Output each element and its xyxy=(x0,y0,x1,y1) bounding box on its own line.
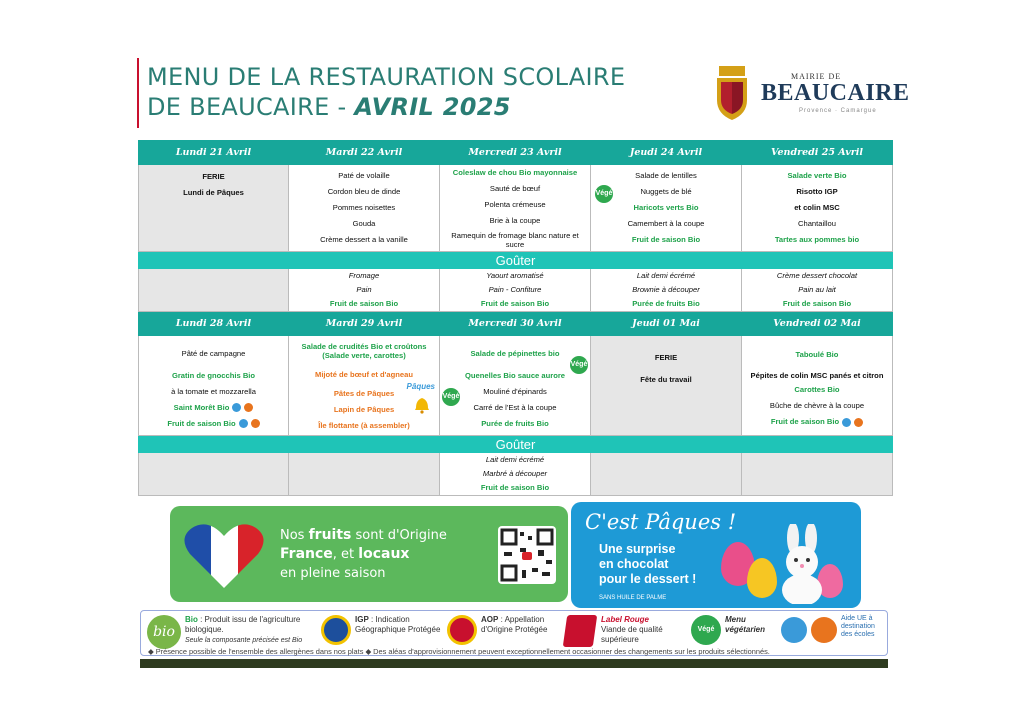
legend-bio-note: Seule la composante précisée est Bio xyxy=(185,637,303,644)
rabbit-icon xyxy=(771,524,835,604)
menu-item: et colin MSC xyxy=(794,203,840,212)
week2-gouter-header xyxy=(139,436,893,453)
bio-logo-icon: bio xyxy=(147,615,181,649)
menu-item: Taboulé Bio xyxy=(795,350,839,359)
legend-aop-text: : Appellation d'Origine Protégée xyxy=(481,615,548,634)
menu-item: Pâtes de Pâques xyxy=(333,388,395,398)
day-header: Mercredi 23 Avril xyxy=(440,141,591,165)
eu-aid-logo-icon xyxy=(811,617,837,643)
menu-item: Carottes Bio xyxy=(794,385,840,394)
vegetarian-logo-icon: Végé xyxy=(691,615,721,645)
title-month: AVRIL 2025 xyxy=(354,93,511,121)
gouter-item: Crème dessert chocolat xyxy=(776,271,858,280)
menu-item: Risotto IGP xyxy=(796,187,838,196)
title-accent-bar xyxy=(137,58,139,128)
menu-item: Tartes aux pommes bio xyxy=(774,235,860,244)
easter-line-3: pour le dessert ! xyxy=(599,572,697,586)
aop-logo-icon xyxy=(447,615,477,645)
day-header: Mercredi 30 Avril xyxy=(440,312,591,336)
title-line-1: MENU DE LA RESTAURATION SCOLAIRE xyxy=(147,63,626,91)
paques-tag: Pâques xyxy=(406,382,435,391)
menu-item: Lapin de Pâques xyxy=(333,404,395,414)
menu-item: Haricots verts Bio xyxy=(633,203,699,212)
legend-igp xyxy=(355,615,445,635)
logo-mairie: MAIRIE DE xyxy=(791,72,842,81)
menu-item: Paté de volaille xyxy=(338,171,390,180)
gouter-item: Fruit de saison Bio xyxy=(782,299,852,308)
vegetarian-icon: Végé xyxy=(442,388,460,406)
week1-day-header xyxy=(139,141,893,165)
gouter-cell xyxy=(139,453,289,496)
label-rouge-icon xyxy=(563,615,597,647)
menu-item: FERIE xyxy=(654,353,678,362)
allergen-icon xyxy=(842,418,851,427)
menu-item: Gratin de gnocchis Bio xyxy=(171,370,256,380)
town-logo xyxy=(713,64,910,124)
menu-item: Pâté de campagne xyxy=(181,348,246,358)
day-header: Mardi 29 Avril xyxy=(289,312,440,336)
bg-text-1a: Nos xyxy=(280,528,309,543)
menu-item: Purée de fruits Bio xyxy=(481,418,549,428)
day-header: Vendredi 25 Avril xyxy=(742,141,893,165)
menu-item: Fruit de saison Bio xyxy=(631,235,701,244)
menu-item xyxy=(744,414,890,430)
day-header: Vendredi 02 Mai xyxy=(742,312,893,336)
gouter-item: Fruit de saison Bio xyxy=(480,299,550,308)
gouter-item: Pain - Confiture xyxy=(488,285,542,294)
gouter-item: Purée de fruits Bio xyxy=(632,299,700,308)
legend-vegetarian xyxy=(725,615,781,635)
week1-lunch-row xyxy=(139,165,893,252)
gouter-cell xyxy=(139,269,289,312)
gouter-item: Lait demi écrémé xyxy=(485,455,545,464)
menu-item: Crème dessert a la vanille xyxy=(320,235,408,244)
gouter-cell xyxy=(591,453,742,496)
gouter-cell xyxy=(591,269,742,312)
easter-title: C'est Pâques ! xyxy=(585,510,737,534)
lunch-cell xyxy=(591,165,742,252)
menu-table xyxy=(138,140,893,496)
gouter-item: Brownie à découper xyxy=(632,285,700,294)
gouter-item: Lait demi écrémé xyxy=(636,271,696,280)
menu-item: Carré de l'Est à la coupe xyxy=(473,402,557,412)
bg-text-1b: fruits xyxy=(308,527,352,543)
logo-town: BEAUCAIRE xyxy=(761,80,910,106)
week2-day-header xyxy=(139,312,893,336)
easter-text xyxy=(599,542,696,587)
menu-item: Chantaillou xyxy=(798,219,836,228)
gouter-cell xyxy=(289,453,440,496)
menu-item: Mouliné d'épinards xyxy=(483,386,547,396)
menu-item: FERIE xyxy=(202,172,225,181)
bg-text-2b: , et xyxy=(332,547,359,562)
gouter-cell xyxy=(440,453,591,496)
menu-item: Nuggets de blé xyxy=(640,187,692,196)
menu-item: Camembert à la coupe xyxy=(627,219,705,228)
legend-eu-aid: Aide UE à destination des écoles xyxy=(841,615,875,638)
gouter-item: Fruit de saison Bio xyxy=(480,483,550,492)
france-heart-icon xyxy=(184,522,264,590)
lunch-cell xyxy=(591,336,742,436)
legend-igp-title: IGP xyxy=(355,615,369,624)
legend-lr-title: Label Rouge xyxy=(601,615,650,624)
legend-bio xyxy=(185,615,315,646)
gouter-item: Yaourt aromatisé xyxy=(486,271,544,280)
menu-item: Salade de lentilles xyxy=(635,171,697,180)
bg-text-2c: locaux xyxy=(358,546,410,562)
menu-item xyxy=(141,416,286,432)
gouter-cell xyxy=(742,453,893,496)
menu-item: Ramequin de fromage blanc nature et sucre xyxy=(451,231,579,249)
legend-aop-title: AOP xyxy=(481,615,499,624)
menu-item: Quenelles Bio sauce aurore xyxy=(464,370,566,380)
day-header: Jeudi 24 Avril xyxy=(591,141,742,165)
crest-icon xyxy=(713,64,751,122)
french-fruits-text xyxy=(280,526,447,583)
menu-item: Île flottante (à assembler) xyxy=(318,420,410,430)
lunch-cell xyxy=(440,165,591,252)
menu-item: Brie à la coupe xyxy=(489,216,541,225)
qr-code-icon[interactable] xyxy=(498,526,556,584)
vegetarian-icon: Végé xyxy=(595,185,613,203)
day-header: Lundi 21 Avril xyxy=(139,141,289,165)
legend-lr-text: Viande de qualité supérieure xyxy=(601,625,663,644)
allergen-icon xyxy=(239,419,248,428)
week1-gouter-header xyxy=(139,252,893,269)
legend-veg-title: Menu xyxy=(725,615,746,624)
bg-text-3: en pleine saison xyxy=(280,566,386,581)
bell-icon xyxy=(413,396,431,414)
menu-item: Cordon bleu de dinde xyxy=(327,187,401,196)
local-icon xyxy=(244,403,253,412)
week2-gouter-row xyxy=(139,453,893,496)
menu-item: Polenta crémeuse xyxy=(484,200,546,209)
easter-subtext: SANS HUILE DE PALME xyxy=(599,595,667,601)
menu-item: Coleslaw de chou Bio mayonnaise xyxy=(452,168,578,177)
day-header: Lundi 28 Avril xyxy=(139,312,289,336)
legend-veg-text: végétarien xyxy=(725,625,766,634)
page-title xyxy=(147,62,625,122)
legend-bio-text: : Produit issu de l'agriculture biologique. xyxy=(185,615,301,634)
easter-banner xyxy=(571,502,861,608)
igp-logo-icon xyxy=(321,615,351,645)
bg-text-2a: France xyxy=(280,546,333,562)
local-icon xyxy=(251,419,260,428)
week1-gouter-row xyxy=(139,269,893,312)
lunch-cell xyxy=(139,165,289,252)
easter-line-1: Une surprise xyxy=(599,542,676,556)
menu-item: Fête du travail xyxy=(640,375,692,384)
menu-item: Lundi de Pâques xyxy=(183,188,244,197)
day-header: Mardi 22 Avril xyxy=(289,141,440,165)
menu-item: Mijoté de bœuf et d'agneau xyxy=(315,369,413,379)
gouter-item: Marbré à découper xyxy=(482,469,548,478)
lunch-cell xyxy=(742,336,893,436)
legend-aop xyxy=(481,615,561,635)
gouter-item: Pain au lait xyxy=(798,285,836,294)
menu-item-text: Fruit de saison Bio xyxy=(167,418,236,428)
lunch-cell xyxy=(742,165,893,252)
menu-item: Pépites de colin MSC panés et citron xyxy=(750,371,884,380)
gouter-item: Fruit de saison Bio xyxy=(329,299,399,308)
lunch-cell xyxy=(139,336,289,436)
lunch-cell xyxy=(289,165,440,252)
lunch-cell xyxy=(289,336,440,436)
menu-item: Gouda xyxy=(352,219,376,228)
menu-item: à la tomate et mozzarella xyxy=(171,386,256,396)
week2-lunch-row xyxy=(139,336,893,436)
logo-subtitle: Provence · Camargue xyxy=(799,108,877,114)
menu-item: Bûche de chèvre à la coupe xyxy=(769,401,865,410)
legend-igp-text: : Indication Géographique Protégée xyxy=(355,615,441,634)
menu-item: Salade verte Bio xyxy=(787,171,847,180)
day-header: Jeudi 01 Mai xyxy=(591,312,742,336)
legend-bio-title: Bio xyxy=(185,615,198,624)
lunch-cell xyxy=(440,336,591,436)
gouter-item: Fromage xyxy=(348,271,380,280)
title-line-2: DE BEAUCAIRE - xyxy=(147,93,355,121)
easter-line-2: en chocolat xyxy=(599,557,669,571)
vegetarian-icon: Végé xyxy=(570,356,588,374)
allergen-note: ◆ Présence possible de l'ensemble des allergènes dans nos plats ◆ Des aléas d'approvisionnement peuvent exceptionnellement occasionner des changements sur les produits sélectionnés. xyxy=(148,647,770,656)
menu-item: Pommes noisettes xyxy=(332,203,396,212)
menu-item-text: Saint Morêt Bio xyxy=(173,402,230,412)
menu-item xyxy=(141,400,286,416)
allergen-icon xyxy=(232,403,241,412)
gouter-item: Pain xyxy=(356,285,372,294)
menu-item: Salade de crudités Bio et croûtons (Salade verte, carottes) xyxy=(301,341,427,360)
gouter-label: Goûter xyxy=(139,436,893,453)
local-icon xyxy=(854,418,863,427)
allergen-logo-icon xyxy=(781,617,807,643)
gouter-cell xyxy=(742,269,893,312)
gouter-cell xyxy=(440,269,591,312)
menu-item: Sauté de bœuf xyxy=(489,184,541,193)
gouter-cell xyxy=(289,269,440,312)
legend-label-rouge xyxy=(601,615,687,645)
french-fruits-banner xyxy=(170,506,568,602)
bg-text-1c: sont d'Origine xyxy=(351,528,447,543)
menu-item-text: Fruit de saison Bio xyxy=(770,417,840,426)
gouter-label: Goûter xyxy=(139,252,893,269)
menu-item: Salade de pépinettes bio xyxy=(470,348,560,358)
decorative-strip xyxy=(140,659,888,668)
